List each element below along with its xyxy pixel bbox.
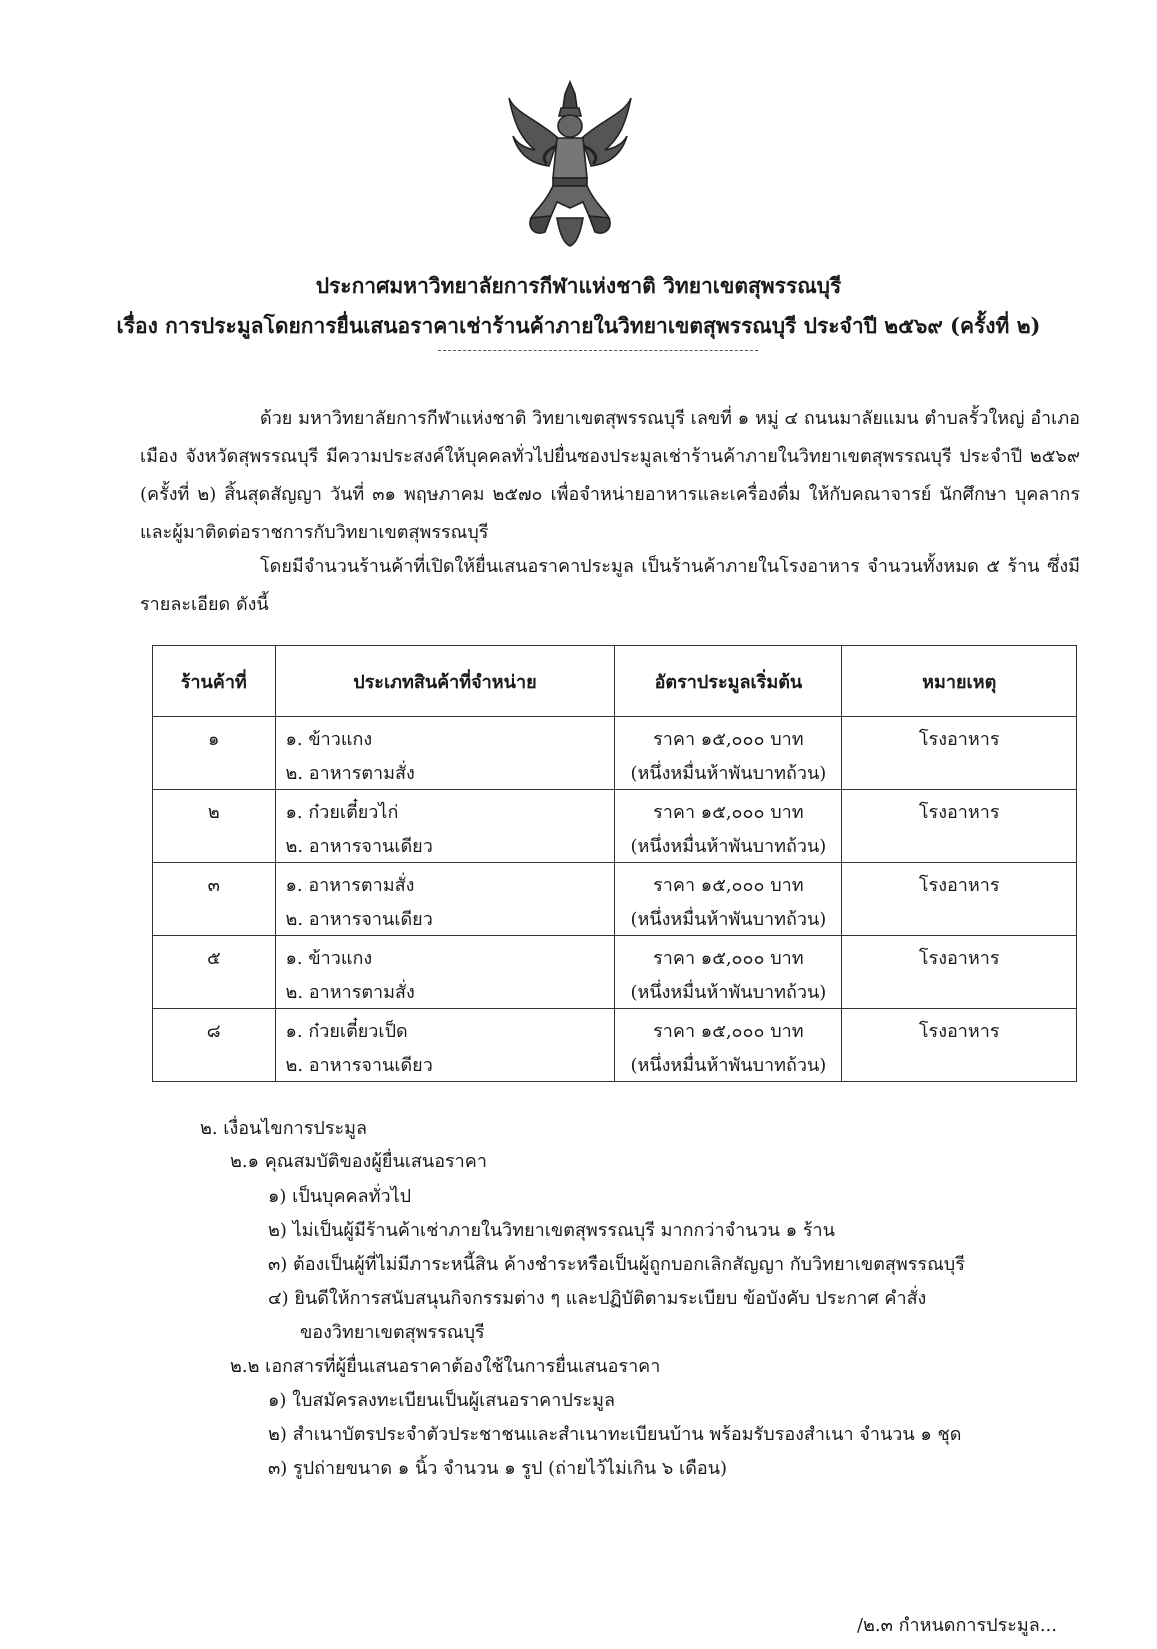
price-in-words: (หนึ่งหมื่นห้าพันบาทถ้วน) [630, 836, 827, 857]
qualification-item: ๒) ไม่เป็นผู้มีร้านค้าเช่าภายในวิทยาเขตสุพรรณบุรี มากกว่าจำนวน ๑ ร้าน [268, 1220, 835, 1241]
continuation-marker: /๒.๓ กำหนดการประมูล... [856, 1615, 1057, 1636]
table-row [153, 863, 1077, 936]
document-item: ๓) รูปถ่ายขนาด ๑ นิ้ว จำนวน ๑ รูป (ถ่ายไว้ไม่เกิน ๖ เดือน) [268, 1458, 728, 1479]
documents-heading: ๒.๒ เอกสารที่ผู้ยื่นเสนอราคาต้องใช้ในการยื่นเสนอราคา [230, 1356, 661, 1377]
remark: โรงอาหาร [918, 1021, 1000, 1042]
remark: โรงอาหาร [918, 802, 1000, 823]
shop-number: ๒ [207, 802, 220, 823]
product-item: ๒. อาหารตามสั่ง [285, 763, 415, 784]
remark: โรงอาหาร [918, 948, 1000, 969]
product-item: ๑. ข้าวแกง [285, 729, 373, 750]
product-item: ๒. อาหารตามสั่ง [285, 982, 415, 1003]
product-item: ๒. อาหารจานเดียว [285, 836, 433, 857]
garuda-emblem-icon [505, 78, 635, 248]
header-starting-price: อัตราประมูลเริ่มต้น [615, 646, 842, 717]
header-remark: หมายเหตุ [842, 646, 1077, 717]
remark: โรงอาหาร [918, 729, 1000, 750]
announcement-title: ประกาศมหาวิทยาลัยการกีฬาแห่งชาติ วิทยาเขตสุพรรณบุรี [315, 273, 842, 298]
table-header-row [153, 646, 1077, 717]
table-row [153, 936, 1077, 1009]
shop-number: ๕ [206, 948, 221, 969]
header-product-type: ประเภทสินค้าที่จำหน่าย [275, 646, 615, 717]
header-shop-number: ร้านค้าที่ [153, 646, 276, 717]
starting-price: ราคา ๑๕,๐๐๐ บาท [653, 802, 804, 823]
shop-number: ๓ [207, 875, 220, 896]
qualifications-heading: ๒.๑ คุณสมบัติของผู้ยื่นเสนอราคา [230, 1151, 487, 1172]
shop-number: ๑ [208, 729, 220, 750]
price-in-words: (หนึ่งหมื่นห้าพันบาทถ้วน) [630, 763, 827, 784]
product-item: ๑. ก๋วยเตี๋ยวไก่ [285, 802, 399, 823]
starting-price: ราคา ๑๕,๐๐๐ บาท [653, 1021, 804, 1042]
table-row [153, 1009, 1077, 1082]
product-item: ๑. อาหารตามสั่ง [285, 875, 415, 896]
conditions-heading: ๒. เงื่อนไขการประมูล [200, 1118, 368, 1139]
qualification-item: ๔) ยินดีให้การสนับสนุนกิจกรรมต่าง ๆ และปฏิบัติตามระเบียบ ข้อบังคับ ประกาศ คำสั่ง [268, 1288, 927, 1309]
starting-price: ราคา ๑๕,๐๐๐ บาท [653, 729, 804, 750]
document-item: ๒) สำเนาบัตรประจำตัวประชาชนและสำเนาทะเบียนบ้าน พร้อมรับรองสำเนา จำนวน ๑ ชุด [268, 1424, 962, 1445]
starting-price: ราคา ๑๕,๐๐๐ บาท [653, 948, 804, 969]
remark: โรงอาหาร [918, 875, 1000, 896]
table-row [153, 790, 1077, 863]
starting-price: ราคา ๑๕,๐๐๐ บาท [653, 875, 804, 896]
shop-count-paragraph: โดยมีจำนวนร้านค้าที่เปิดให้ยื่นเสนอราคาประมูล เป็นร้านค้าภายในโรงอาหาร จำนวนทั้งหมด ๕ ร้าน ซึ่งมีรายละเอียด ดังนี้ [140, 556, 1080, 615]
product-item: ๒. อาหารจานเดียว [285, 1055, 433, 1076]
product-item: ๒. อาหารจานเดียว [285, 909, 433, 930]
qualification-item-continued: ของวิทยาเขตสุพรรณบุรี [300, 1322, 485, 1343]
shop-bid-table [152, 645, 1077, 1082]
price-in-words: (หนึ่งหมื่นห้าพันบาทถ้วน) [630, 1055, 827, 1076]
document-item: ๑) ใบสมัครลงทะเบียนเป็นผู้เสนอราคาประมูล [268, 1390, 615, 1411]
intro-paragraph: ด้วย มหาวิทยาลัยการกีฬาแห่งชาติ วิทยาเขตสุพรรณบุรี เลขที่ ๑ หมู่ ๔ ถนนมาลัยแมน ตำบลรั้วใหญ่ อำเภอเมือง จังหวัดสุพรรณบุรี มีความประสงค์ให้บุคคลทั่วไปยื่นซองประมูลเช่าร้านค้าภายในวิทยาเขตสุพรรณบุรี ประจำปี ๒๕๖๙ (ครั้งที่ ๒) สิ้นสุดสัญญา วันที่ ๓๑ พฤษภาคม ๒๕๗๐ เพื่อจำหน่ายอาหารและเครื่องดื่ม ให้กับคณาจารย์ นักศึกษา บุคลากรและผู้มาติดต่อราชการกับวิทยาเขตสุพรรณบุรี [140, 408, 1081, 543]
price-in-words: (หนึ่งหมื่นห้าพันบาทถ้วน) [630, 982, 827, 1003]
title-divider [438, 350, 758, 351]
price-in-words: (หนึ่งหมื่นห้าพันบาทถ้วน) [630, 909, 827, 930]
qualification-item: ๑) เป็นบุคคลทั่วไป [268, 1186, 412, 1207]
announcement-subject: เรื่อง การประมูลโดยการยื่นเสนอราคาเช่าร้านค้าภายในวิทยาเขตสุพรรณบุรี ประจำปี ๒๕๖๙ (ครั้งที่ ๒) [116, 313, 1041, 338]
table-row [153, 717, 1077, 790]
shop-number: ๘ [206, 1021, 221, 1042]
product-item: ๑. ก๋วยเตี๋ยวเป็ด [285, 1021, 408, 1042]
product-item: ๑. ข้าวแกง [285, 948, 373, 969]
qualification-item: ๓) ต้องเป็นผู้ที่ไม่มีภาระหนี้สิน ค้างชำระหรือเป็นผู้ถูกบอกเลิกสัญญา กับวิทยาเขตสุพรรณบุรี [268, 1254, 965, 1275]
